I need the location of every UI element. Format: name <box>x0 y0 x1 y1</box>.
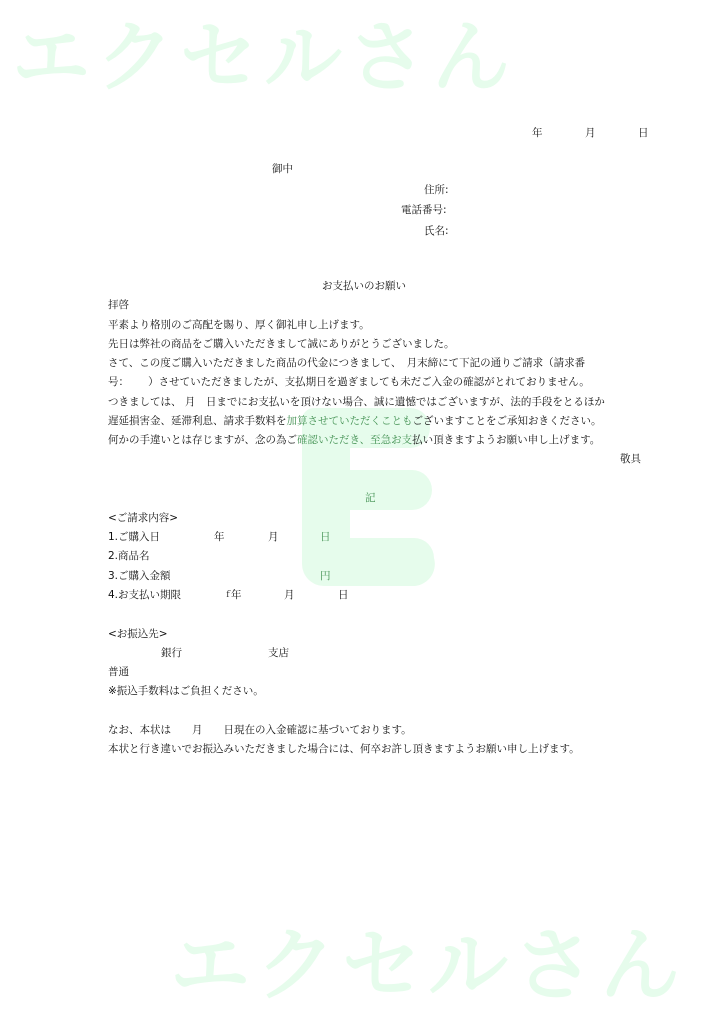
details-heading: 記 <box>365 492 376 504</box>
date-day: 日 <box>638 127 649 139</box>
body-line-3: さて、この度ご購入いただきました商品の代金につきまして、 月末締にて下記の通りご請求（請求番 <box>108 357 586 369</box>
transfer-branch-label: 支店 <box>268 647 289 659</box>
body-line-1: 平素より格別のご高配を賜り、厚く御礼申し上げます。 <box>108 319 370 331</box>
body-line-6-a: 遅延損害金、延滞利息、請求手数料を <box>108 415 287 427</box>
body-line-7 <box>108 433 600 447</box>
date-year: 年 <box>532 127 543 139</box>
item-3-label: 3.ご購入金額 <box>108 570 171 582</box>
opening-word: 拝啓 <box>108 299 129 311</box>
item-1-day: 日 <box>320 531 331 543</box>
closing-word: 敬具 <box>620 453 641 465</box>
watermark-top: エクセルさん <box>12 13 517 103</box>
item-4-month: 月 <box>284 589 295 601</box>
body-line-7-a: 何かの手違いとは存じますが、念の為ご <box>108 434 297 446</box>
footer-line-2: 本状と行き違いでお振込みいただきました場合には、何卒お許し頂きますようお願い申し上げます。 <box>108 743 580 755</box>
item-4-year: 年 <box>231 589 242 601</box>
item-4-day: 日 <box>338 589 349 601</box>
transfer-bank-label: 銀行 <box>161 647 182 659</box>
transfer-account-type: 普通 <box>108 666 129 678</box>
recipient-suffix: 御中 <box>272 163 293 175</box>
watermark-bottom: エクセルさん <box>170 919 686 1012</box>
body-line-5: つきましては、 月 日までにお支払いを頂けない場合、誠に遺憾ではございますが、法的手段をとるほか <box>108 396 605 408</box>
transfer-section-title: <お振込先> <box>108 628 168 640</box>
date-month: 月 <box>585 127 596 139</box>
body-line-6-c: ございますことをご承知おきください。 <box>412 415 602 427</box>
item-2-label: 2.商品名 <box>108 550 150 562</box>
item-1-label: 1.ご購入日 <box>108 531 161 543</box>
body-line-2: 先日は弊社の商品をご購入いただきまして誠にありがとうございました。 <box>108 338 455 350</box>
item-1-year: 年 <box>214 531 225 543</box>
item-4-label: 4.お支払い期限 <box>108 589 182 601</box>
transfer-fee-note: ※振込手数料はご負担ください。 <box>108 685 264 697</box>
item-4-prefix: ｆ <box>224 590 232 599</box>
body-line-7-b: 確認いただき、至急お支 <box>297 434 413 446</box>
body-line-7-c: 払い頂きますようお願い申し上げます。 <box>412 434 601 446</box>
item-3-unit: 円 <box>320 570 331 582</box>
body-line-6 <box>108 414 602 428</box>
footer-line-1: なお、本状は 月 日現在の入金確認に基づいております。 <box>108 724 412 736</box>
document-title: お支払いのお願い <box>322 280 406 292</box>
body-line-4: 号： ）させていただきましたが、支払期日を過ぎましても未だご入金の確認がとれておりません。 <box>108 376 590 388</box>
sender-address-label: 住所: <box>424 184 449 196</box>
sender-name-label: 氏名: <box>424 225 449 237</box>
body-line-6-b: 加算させていただくことも <box>286 415 413 427</box>
details-section-title: <ご請求内容> <box>108 512 179 524</box>
item-1-month: 月 <box>268 531 279 543</box>
sender-phone-label: 電話番号: <box>401 204 447 216</box>
